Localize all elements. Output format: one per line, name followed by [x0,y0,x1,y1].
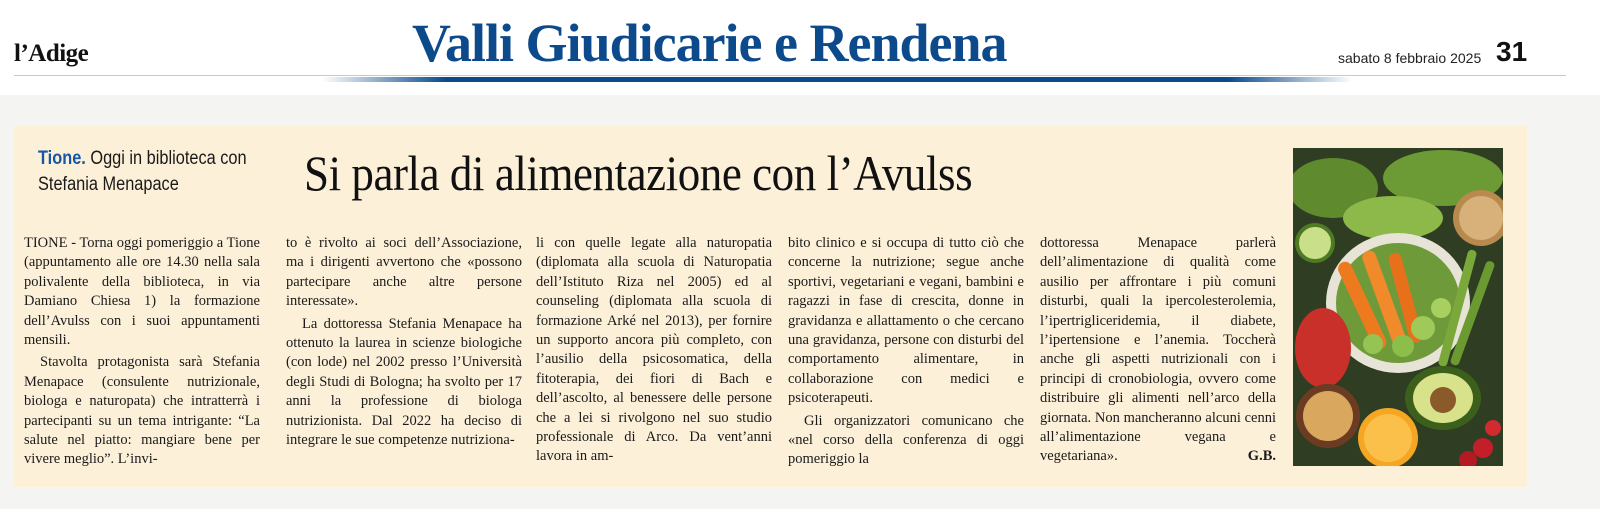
paragraph: Gli organizzatori comunicano che «nel corso della conferenza di oggi pomeriggio la [788,412,1024,468]
paragraph: to è rivolto ai soci dell’Associazione, ma i dirigenti avvertono che «possono partecipare anche altre persone interessate». [286,235,522,310]
paragraph: La dottoressa Stefania Menapace ha ottenuto la laurea in scienze biologiche (con lode) nel 2002 presso l’Università degli Studi di Bologna; ha svolto per 17 anni la professione di biologa nutrizionista. Dal 2022 ha deciso di integrare le sue competenze nutriziona- [286,315,522,449]
paragraph-text: dottoressa Menapace parlerà dell’alimentazione di qualità come ausilio per affrontare i più comuni disturbi, quali la ipercolesterolemia, l’ipertrigliceridemia, il diabete, l’ipertensione e l’anemia. Toccherà anche gli aspetti nutrizionali con i principi di cronobiologia, ovvero come distribuire gli alimenti nell’arco della giornata. Non mancheranno alcuni cenni all’alimentazione vegana e vegetariana». [1040,235,1276,465]
author-signature: G.B. [1247,448,1276,465]
paragraph: TIONE - Torna oggi pomeriggio a Tione (appuntamento alle ore 14.30 nella sala polivalente della biblioteca, in via Damiano Chiesa 1) la formazione dell’Avulss con i suoi appuntamenti mensili. [24,235,260,349]
article-kicker [38,146,287,198]
newspaper-logo: l’Adige [14,40,89,67]
article-column-4 [788,234,1024,470]
article-column-2 [286,234,522,450]
header-accent-bar [322,77,1352,82]
paragraph: Stavolta protagonista sarà Stefania Menapace (consulente nutrizionale, biologa e naturopata) che intratterrà i partecipanti su un tema intrigante: “La salute nel piatto: mangiare bene per vivere meglio”. L’invi- [24,354,260,468]
paragraph: li con quelle legate alla naturopatia (diplomata alla scuola di Naturopatia dell’Istituto Riza nel 2005) ed al counseling (diplomata alla scuola di formazione Arké nel 2013), per fornire un supporto ancora più completo, con l’ausilio della psicosomatica, della fitoterapia, dei fiori di Bach e dell’ascolto, al benessere delle persone che a lei si rivolgono nel suo studio professionale di Arco. Da vent’anni lavora in am- [536,235,772,465]
paragraph [1040,234,1276,467]
kicker-text: Oggi in biblioteca con Stefania Menapace [38,148,247,195]
vegetables-photo-illustration [1293,148,1503,466]
kicker-place: Tione. [38,148,86,169]
article-column-5 [1040,234,1276,467]
issue-date: sabato 8 febbraio 2025 [1338,50,1482,66]
article-box [14,126,1527,487]
paragraph: bito clinico e si occupa di tutto ciò che concerne la nutrizione; segue anche sportivi, vegetariani e vegani, bambini e ragazzi in fase di crescita, donne in gravidanza e allattamento o che cercano una gravidanza, persone con disturbi del comportamento alimentare, in collaborazione con medici e psicoterapeuti. [788,235,1024,407]
article-column-3 [536,234,772,467]
article-headline: Si parla di alimentazione con l’Avulss [304,145,973,201]
section-title: Valli Giudicarie e Rendena [412,13,1007,73]
vegetables-photo [1293,148,1503,466]
article-column-1 [24,234,260,470]
page-number: 31 [1496,36,1528,67]
header-divider [14,75,1566,76]
page-header [0,0,1600,95]
